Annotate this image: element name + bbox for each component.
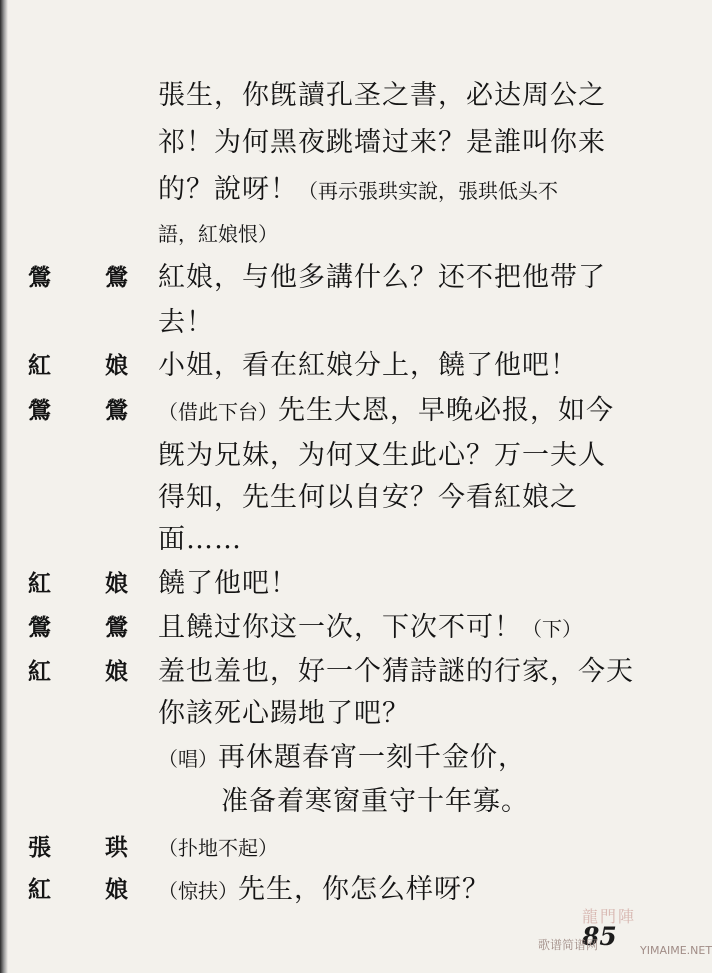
line-text: 再休題春宵一刻千金价， <box>218 742 526 773</box>
page-number: 85 <box>582 922 617 951</box>
dialogue-line-4 <box>158 216 278 252</box>
line-text: 羞也羞也，好一个猜詩謎的行家，今天 <box>158 656 634 687</box>
speaker-char: 娘 <box>105 570 128 597</box>
dialogue-line-15 <box>158 696 410 732</box>
dialogue-line-10 <box>158 480 578 516</box>
speaker-hongniang <box>28 348 128 384</box>
dialogue-line-12 <box>158 566 298 602</box>
line-text: 張生，你旣讀孔圣之書，必达周公之 <box>158 80 606 111</box>
speaker-char: 鶯 <box>105 397 128 424</box>
speaker-char: 張 <box>28 834 51 861</box>
dialogue-line-13 <box>158 610 582 647</box>
speaker-char: 娘 <box>105 352 128 379</box>
speaker-char: 紅 <box>28 876 51 903</box>
speaker-char: 紅 <box>28 570 51 597</box>
line-text: 得知，先生何以自安？今看紅娘之 <box>158 482 578 513</box>
line-text: 去！ <box>158 307 214 338</box>
dialogue-line-6 <box>158 305 214 341</box>
line-text: 面…… <box>158 524 242 555</box>
speaker-char: 鶯 <box>105 614 128 641</box>
stage-direction: （惊扶） <box>158 879 238 903</box>
speaker-char: 鶯 <box>105 264 128 291</box>
speaker-char: 紅 <box>28 352 51 379</box>
speaker-yingying <box>28 393 128 429</box>
speaker-char: 鶯 <box>28 614 51 641</box>
watermark-logo: 龍門陣 <box>582 907 637 926</box>
speaker-hongniang <box>28 872 128 908</box>
dialogue-line-7 <box>158 348 578 384</box>
speaker-char: 鶯 <box>28 397 51 424</box>
line-text: 先生，你怎么样呀？ <box>238 874 490 905</box>
speaker-char: 紅 <box>28 658 51 685</box>
line-text: 先生大恩，早晚必报，如今 <box>278 395 614 426</box>
speaker-char: 娘 <box>105 658 128 685</box>
dialogue-line-2 <box>158 125 606 161</box>
page-binding-edge <box>0 0 8 973</box>
speaker-hongniang <box>28 566 128 602</box>
watermark-text: 歌谱简谱网 <box>538 938 599 952</box>
line-text: 紅娘，与他多講什么？还不把他带了 <box>158 262 606 293</box>
line-text: 且饒过你这一次，下次不可！ <box>158 612 522 643</box>
dialogue-line-5 <box>158 260 606 296</box>
stage-direction: （唱） <box>158 747 218 771</box>
speaker-char: 珙 <box>105 834 128 861</box>
line-text: 小姐，看在紅娘分上，饒了他吧！ <box>158 350 578 381</box>
stage-direction: （借此下台） <box>158 400 278 424</box>
dialogue-line-16 <box>158 740 526 777</box>
stage-direction: （下） <box>522 617 582 641</box>
line-text: 你該死心踼地了吧？ <box>158 698 410 729</box>
dialogue-line-3 <box>158 172 558 209</box>
speaker-char: 娘 <box>105 876 128 903</box>
speaker-char: 鶯 <box>28 264 51 291</box>
line-text: 饒了他吧！ <box>158 568 298 599</box>
watermark-url: YIMAIME.NET <box>640 944 712 957</box>
dialogue-line-1 <box>158 78 606 114</box>
line-text: 的？說呀！ <box>158 174 298 205</box>
line-text: 准备着寒窗重守十年寡。 <box>221 786 529 817</box>
dialogue-line-8 <box>158 393 614 430</box>
dialogue-line-9 <box>158 438 606 474</box>
dialogue-line-17 <box>221 784 529 820</box>
dialogue-line-11 <box>158 522 242 558</box>
dialogue-line-18 <box>158 830 278 866</box>
stage-direction: （扑地不起） <box>158 836 278 860</box>
dialogue-line-14 <box>158 654 634 690</box>
speaker-hongniang <box>28 654 128 690</box>
speaker-zhanggong <box>28 830 128 866</box>
line-text: 旣为兄妹，为何又生此心？万一夫人 <box>158 440 606 471</box>
speaker-yingying <box>28 610 128 646</box>
stage-direction: 語，紅娘恨） <box>158 222 278 246</box>
speaker-yingying <box>28 260 128 296</box>
dialogue-line-19 <box>158 872 490 909</box>
line-text: 祁！为何黑夜跳墻过来？是誰叫你来 <box>158 127 606 158</box>
stage-direction: （再示張珙实說，張珙低头不 <box>298 179 558 203</box>
